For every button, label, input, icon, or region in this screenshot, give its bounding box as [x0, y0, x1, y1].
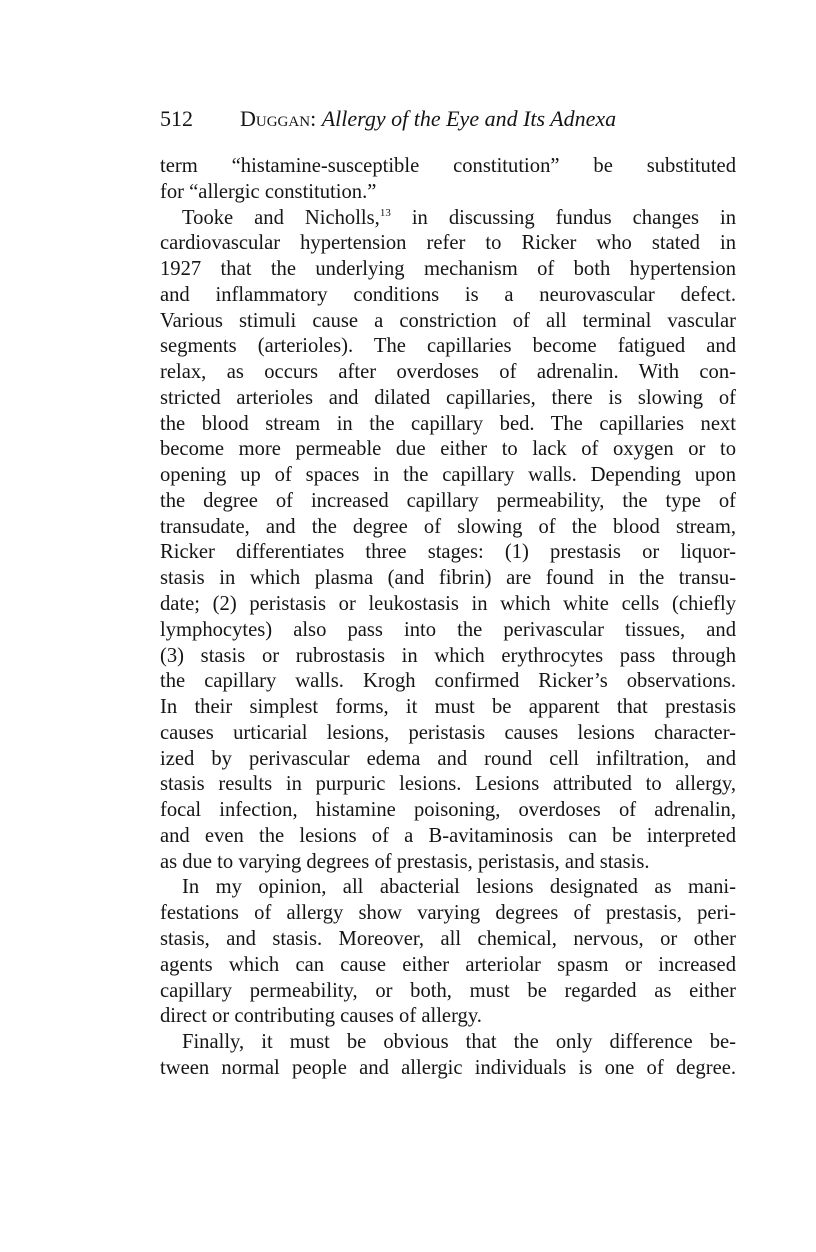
text-line: Finally, it must be obvious that the only difference be- — [182, 1031, 736, 1054]
text-line: stasis, and stasis. Moreover, all chemical, nervous, or other — [160, 927, 736, 950]
text-segment: in discussing fundus changes in — [390, 206, 737, 229]
text-line: for “allergic constitution.” — [160, 180, 377, 203]
text-line: stasis results in purpuric lesions. Lesions attributed to allergy, — [160, 773, 736, 796]
text-line: the degree of increased capillary permeability, the type of — [160, 489, 736, 512]
text-line: agents which can cause either arteriolar spasm or increased — [160, 953, 736, 976]
text-line: and inflammatory conditions is a neurovascular defect. — [160, 283, 736, 306]
page-number: 512 — [160, 106, 193, 131]
document-page — [160, 104, 736, 1082]
text-line: focal infection, histamine poisoning, overdoses of adrenalin, — [160, 799, 736, 822]
text-line: (3) stasis or rubrostasis in which erythrocytes pass through — [160, 644, 736, 667]
text-line: transudate, and the degree of slowing of the blood stream, — [160, 515, 736, 538]
text-line: the capillary walls. Krogh confirmed Ricker’s observations. — [160, 670, 736, 693]
text-line: direct or contributing causes of allergy. — [160, 1005, 482, 1028]
text-line: relax, as occurs after overdoses of adrenalin. With con- — [160, 361, 736, 384]
body-text — [160, 154, 736, 1082]
text-segment: Tooke and Nicholls, — [182, 206, 380, 229]
header-separator: : — [310, 106, 322, 131]
text-line: festations of allergy show varying degrees of prestasis, peri- — [160, 902, 736, 925]
text-line: In their simplest forms, it must be apparent that prestasis — [160, 696, 736, 719]
paragraph-1 — [160, 154, 736, 206]
text-line: become more permeable due either to lack of oxygen or to — [160, 438, 736, 461]
text-line: opening up of spaces in the capillary walls. Depending upon — [160, 464, 736, 487]
article-title: Allergy of the Eye and Its Adnexa — [321, 106, 617, 131]
reference-superscript: 13 — [379, 206, 391, 219]
text-line: date; (2) peristasis or leukostasis in which white cells (chiefly — [160, 593, 736, 616]
text-line: lymphocytes) also pass into the perivascular tissues, and — [160, 618, 736, 641]
text-line: tween normal people and allergic individuals is one of degree. — [160, 1056, 736, 1079]
text-line: as due to varying degrees of prestasis, peristasis, and stasis. — [160, 850, 650, 873]
text-line: the blood stream in the capillary bed. The capillaries next — [160, 412, 736, 435]
text-line: ized by perivascular edema and round cell infiltration, and — [160, 747, 736, 770]
running-head — [160, 104, 736, 134]
author-name: Duggan — [240, 106, 311, 131]
text-line: segments (arterioles). The capillaries become fatigued and — [160, 335, 736, 358]
paragraph-2 — [160, 206, 736, 876]
text-line: 1927 that the underlying mechanism of both hypertension — [160, 258, 736, 281]
text-line: stasis in which plasma (and fibrin) are found in the transu- — [160, 567, 736, 590]
text-line: term “histamine-susceptible constitution” be substituted — [160, 155, 736, 177]
text-line: stricted arterioles and dilated capillaries, there is slowing of — [160, 386, 736, 409]
paragraph-3 — [160, 875, 736, 1030]
text-line: Ricker differentiates three stages: (1) prestasis or liquor- — [160, 541, 736, 564]
text-line: causes urticarial lesions, peristasis causes lesions character- — [160, 721, 736, 744]
text-line: In my opinion, all abacterial lesions designated as mani- — [182, 876, 736, 899]
text-line: capillary permeability, or both, must be regarded as either — [160, 979, 736, 1002]
text-line: Various stimuli cause a constriction of all terminal vascular — [160, 309, 736, 332]
text-line — [160, 206, 736, 232]
text-line: and even the lesions of a B-avitaminosis can be interpreted — [160, 824, 736, 847]
text-line: cardiovascular hypertension refer to Ricker who stated in — [160, 232, 736, 255]
paragraph-4 — [160, 1030, 736, 1082]
